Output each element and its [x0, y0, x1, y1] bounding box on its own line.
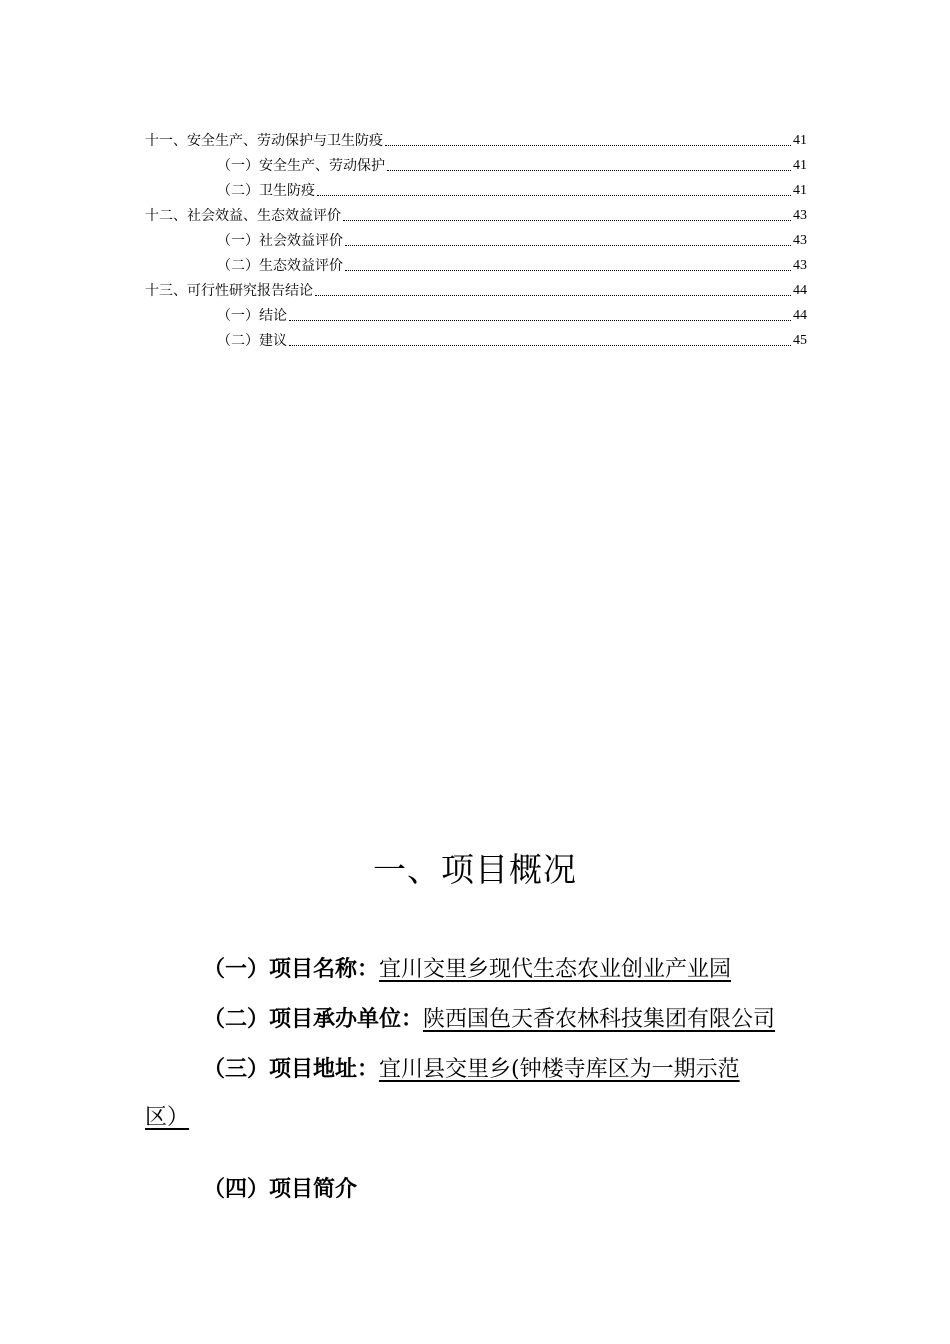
toc-entry-title: 十一、安全生产、劳动保护与卫生防疫 — [145, 133, 383, 149]
toc-entry[interactable] — [145, 201, 807, 226]
toc-entry[interactable] — [145, 126, 807, 151]
toc-entry-title: （二）卫生防疫 — [217, 183, 315, 199]
toc-entry-title: （一）结论 — [217, 308, 287, 324]
toc-entry[interactable] — [145, 226, 807, 251]
toc-entry-page: 41 — [793, 158, 807, 173]
project-name-line — [145, 950, 865, 990]
toc-entry-page: 41 — [793, 133, 807, 148]
toc-dot-leader — [343, 219, 791, 221]
toc-entry-page: 45 — [793, 333, 807, 348]
project-name-value: 宜川交里乡现代生态农业创业产业园 — [379, 957, 732, 982]
toc-entry-page: 43 — [793, 258, 807, 273]
toc-entry[interactable] — [145, 276, 807, 301]
toc-entry-title: 十三、可行性研究报告结论 — [145, 283, 313, 299]
project-unit-value: 陕西国色天香农林科技集团有限公司 — [423, 1007, 776, 1032]
project-address-value: 宜川县交里乡(钟楼寺库区为一期示范 — [379, 1057, 740, 1082]
toc-dot-leader — [317, 194, 791, 196]
toc-dot-leader — [387, 169, 791, 171]
project-address-line — [145, 1050, 865, 1090]
toc-dot-leader — [345, 269, 791, 271]
project-intro-heading: （四）项目简介 — [203, 1177, 358, 1202]
toc-entry-page: 43 — [793, 208, 807, 223]
toc-entry[interactable] — [145, 301, 807, 326]
toc-entry-page: 41 — [793, 183, 807, 198]
toc-entry[interactable] — [145, 151, 807, 176]
toc-entry-title: 十二、社会效益、生态效益评价 — [145, 208, 341, 224]
toc-entry-page: 44 — [793, 308, 807, 323]
toc-dot-leader — [345, 244, 791, 246]
toc-dot-leader — [315, 294, 791, 296]
table-of-contents — [145, 126, 807, 351]
project-address-continuation — [145, 1098, 807, 1138]
toc-entry-title: （一）安全生产、劳动保护 — [217, 158, 385, 174]
toc-entry-page: 44 — [793, 283, 807, 298]
toc-entry[interactable] — [145, 176, 807, 201]
project-name-label: （一）项目名称： — [203, 957, 380, 982]
toc-entry-title: （二）生态效益评价 — [217, 258, 343, 274]
project-address-value-continued: 区） — [145, 1105, 190, 1130]
toc-dot-leader — [289, 344, 791, 346]
toc-entry-page: 43 — [793, 233, 807, 248]
toc-entry-title: （二）建议 — [217, 333, 287, 349]
toc-entry-title: （一）社会效益评价 — [217, 233, 343, 249]
project-address-label: （三）项目地址： — [203, 1057, 380, 1082]
toc-dot-leader — [289, 319, 791, 321]
project-unit-label: （二）项目承办单位： — [203, 1007, 424, 1032]
toc-entry[interactable] — [145, 326, 807, 351]
toc-entry[interactable] — [145, 251, 807, 276]
project-unit-line — [145, 1000, 865, 1040]
toc-dot-leader — [385, 144, 791, 146]
chapter-title: 一、项目概况 — [373, 850, 577, 889]
